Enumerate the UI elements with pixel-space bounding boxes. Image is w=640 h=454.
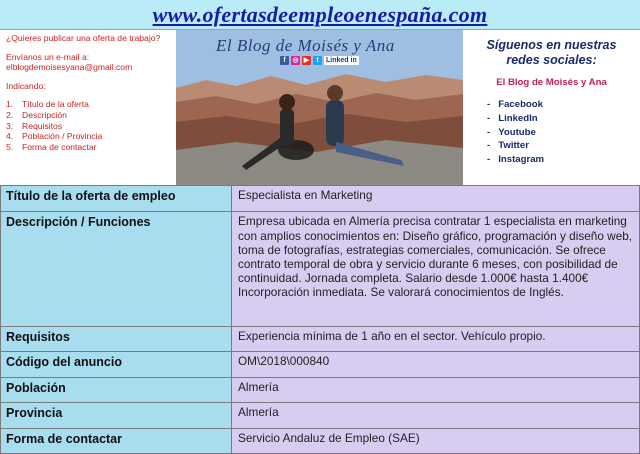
list-item: 5. Forma de contactar — [6, 141, 97, 152]
site-banner — [0, 0, 640, 30]
follow-heading: Síguenos en nuestras redes sociales: — [486, 38, 617, 67]
field-label-requirements: Requisitos — [1, 326, 232, 351]
field-label-province: Provincia — [1, 403, 232, 428]
header-row — [0, 30, 640, 185]
social-link-linkedin[interactable]: - LinkedIn — [487, 112, 538, 124]
instagram-icon[interactable]: ◎ — [292, 57, 299, 64]
publish-question: ¿Quieres publicar una oferta de trabajo? — [6, 33, 161, 43]
required-fields-list — [6, 99, 170, 152]
site-url-link[interactable]: www.ofertasdeempleoenespaña.com — [152, 1, 488, 27]
twitter-icon[interactable]: t — [313, 56, 322, 65]
linkedin-badge[interactable]: Linked in — [326, 57, 357, 64]
social-link-twitter[interactable]: - Twitter — [487, 140, 529, 152]
field-label-title: Título de la oferta de empleo — [1, 186, 232, 212]
field-value-town: Almería — [232, 377, 640, 402]
social-follow-panel — [463, 30, 640, 185]
table-row — [1, 377, 640, 402]
facebook-icon[interactable]: f — [280, 56, 289, 65]
list-item: 2. Descripción — [6, 109, 67, 120]
list-item: 3. Requisitos — [6, 120, 63, 131]
table-row — [1, 403, 640, 428]
table-row — [1, 212, 640, 326]
field-label-town: Población — [1, 377, 232, 402]
field-label-description: Descripción / Funciones — [1, 212, 232, 326]
table-row — [1, 186, 640, 212]
email-intro: Envíanos un e-mail a: — [6, 51, 90, 62]
field-label-ad-code: Código del anuncio — [1, 352, 232, 377]
blog-logo-title: El Blog de Moisés y Ana — [216, 36, 395, 55]
social-networks-list — [471, 98, 632, 167]
field-label-contact: Forma de contactar — [1, 428, 232, 453]
field-value-description: Empresa ubicada en Almería precisa contratar 1 especialista en marketing con amplios conocimientos en: Diseño gráfico, programación y diseño web, toma de fotografías, estrategias comerciales, comunicación. Se ofrece contrato temporal de obra y servicio durante 6 meses, con posibilidad de continuidad. Jornada completa. Salario desde 1.000€ hasta 1.400€ Incorporación inmediata. Se valorará conocimientos de Inglés. — [232, 212, 640, 326]
publish-offer-panel — [0, 30, 176, 185]
table-row — [1, 326, 640, 351]
field-value-title: Especialista en Marketing — [232, 186, 640, 212]
blog-header-photo — [176, 30, 463, 185]
list-item: 4. Población / Provincia — [6, 131, 103, 142]
social-link-youtube[interactable]: - Youtube — [487, 126, 536, 138]
table-row — [1, 428, 640, 453]
table-row — [1, 352, 640, 377]
indicando-label: Indicando: — [6, 80, 46, 91]
field-value-contact: Servicio Andaluz de Empleo (SAE) — [232, 428, 640, 453]
field-value-ad-code: OM\2018\000840 — [232, 352, 640, 377]
contact-email-link[interactable]: elblogdemoisesyana@gmail.com — [6, 62, 133, 73]
social-link-instagram[interactable]: - Instagram — [487, 154, 545, 166]
social-link-facebook[interactable]: - Facebook — [487, 99, 543, 110]
youtube-icon[interactable]: ▶ — [303, 57, 310, 64]
list-item: 1. Título de la oferta — [6, 99, 89, 110]
field-value-requirements: Experiencia mínima de 1 año en el sector. Vehículo propio. — [232, 326, 640, 351]
social-icons-strip — [280, 56, 359, 65]
job-offer-table — [0, 185, 640, 454]
blog-name: El Blog de Moisés y Ana — [496, 77, 607, 88]
field-value-province: Almería — [232, 403, 640, 428]
